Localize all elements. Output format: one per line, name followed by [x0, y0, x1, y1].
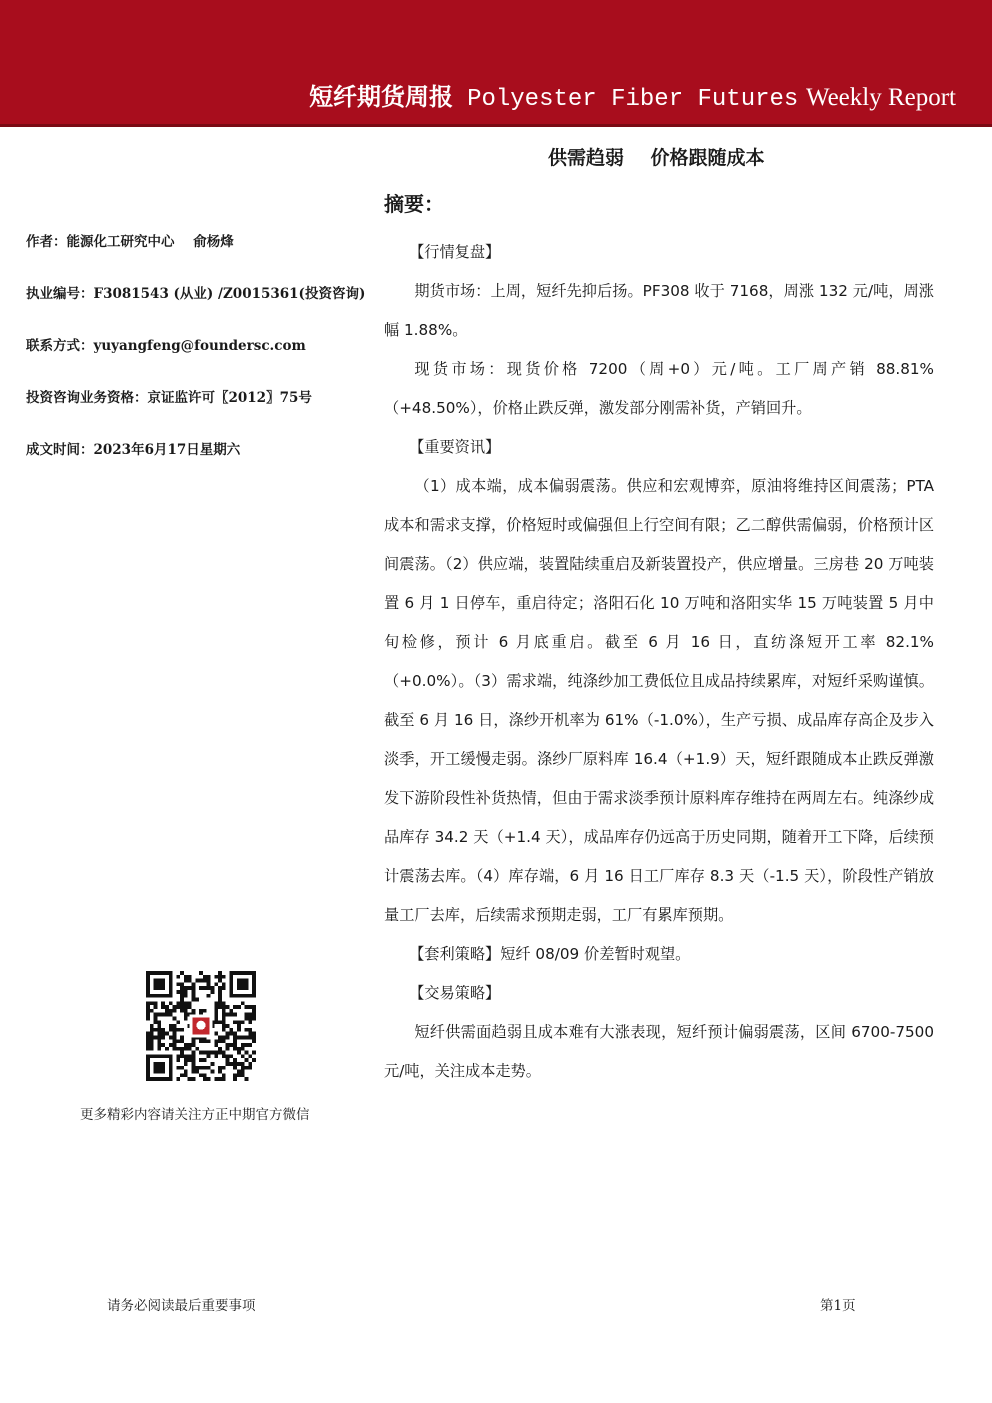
arbitrage-strategy-paragraph: 【套利策略】短纤 08/09 价差暂时观望。: [409, 945, 691, 963]
headline: 供需趋弱 价格跟随成本: [548, 147, 765, 169]
key-news-paragraph: （1）成本端，成本偏弱震荡。供应和宏观博弈，原油将维持区间震荡；PTA 成本和需求支撑，价格短时或偏强但上行空间有限；乙二醇供需偏弱，价格预计区间震荡。（2）供应端，装置陆续重启及新装置投产，供应增量。三房巷 20 万吨装置 6 月 1 日停车，重启待定；洛阳石化 10 万吨和洛阳实华 15 万吨装置 5 月中旬检修，预计 6 月底重启。截至 6 月 16 日，直纺涤短开工率 82.1%（+0.0%）。（3）需求端，纯涤纱加工费低位且成品持续累库，对短纤采购谨慎。截至 6 月 16 日，涤纱开机率为 61%（-1.0%），生产亏损、成品库存高企及步入淡季，开工缓慢走弱。涤纱厂原料库 16.4（+1.9）天，短纤跟随成本止跌反弹激发下游阶段性补货热情，但由于需求淡季预计原料库存维持在两周左右。纯涤纱成品库存 34.2 天（+1.4 天），成品库存仍远高于历史同期，随着开工下降，后续预计震荡去库。（4）库存端，6 月 16 日工厂库存 8.3 天（-1.5 天），阶段性产销放量工厂去库，后续需求预期走弱，工厂有累库预期。: [384, 477, 934, 924]
date-value: 2023年6月17日星期六: [93, 442, 241, 458]
header-divider: [0, 124, 992, 127]
section-heading-key-news: 【重要资讯】: [409, 438, 501, 456]
section-heading-market-review: 【行情复盘】: [409, 243, 501, 261]
license-value: F3081543 (从业) /Z0015361(投资咨询): [93, 286, 366, 302]
author-value: 能源化工研究中心 俞杨烽: [66, 234, 234, 250]
contact-value[interactable]: yuyangfeng@foundersc.com: [93, 338, 306, 354]
section-heading-trading-strategy: 【交易策略】: [409, 984, 501, 1002]
page-number: 第1页: [820, 1298, 856, 1314]
license-line: [26, 284, 366, 304]
license-label: 执业编号：: [26, 286, 94, 302]
abstract-body: [384, 233, 934, 1091]
spot-market-paragraph: 现货市场：现货价格 7200（周+0）元/吨。工厂周产销 88.81%（+48.50%），价格止跌反弹，激发部分刚需补货，产销回升。: [384, 360, 934, 417]
qr-caption: 更多精彩内容请关注方正中期官方微信: [80, 1107, 310, 1123]
contact-label: 联系方式：: [26, 338, 94, 354]
report-title-cn: 短纤期货周报: [309, 83, 454, 111]
report-title-en-suffix: Weekly Report: [805, 84, 956, 111]
qualification-value: 京证监许可〖2012〗75号: [147, 390, 312, 406]
author-label: 作者：: [26, 234, 67, 250]
qualification-line: [26, 388, 366, 408]
date-label: 成文时间：: [26, 442, 94, 458]
futures-market-paragraph: 期货市场：上周，短纤先抑后扬。PF308 收于 7168，周涨 132 元/吨，周涨幅 1.88%。: [384, 282, 934, 339]
abstract-label: 摘要：: [384, 192, 444, 216]
report-title: [309, 80, 956, 117]
trading-strategy-paragraph: 短纤供需面趋弱且成本难有大涨表现，短纤预计偏弱震荡，区间 6700-7500 元/吨，关注成本走势。: [384, 1023, 934, 1080]
date-line: [26, 440, 366, 460]
footer-notice: 请务必阅读最后重要事项: [107, 1298, 256, 1314]
wechat-qr-code[interactable]: [146, 971, 256, 1081]
contact-line: [26, 336, 366, 356]
report-title-en: Polyester Fiber Futures: [467, 86, 799, 113]
qr-logo-mark: [196, 1021, 205, 1030]
qualification-label: 投资咨询业务资格：: [26, 390, 148, 406]
author-line: [26, 232, 366, 252]
